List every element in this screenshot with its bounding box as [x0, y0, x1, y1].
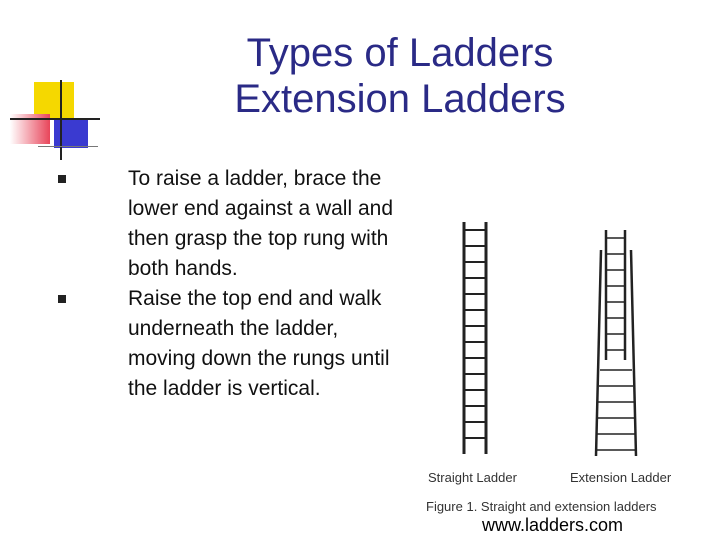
- bullet-square-icon: [58, 175, 66, 183]
- bullet-square-icon: [58, 295, 66, 303]
- straight-ladder-icon: [464, 222, 486, 454]
- extension-ladder-label: Extension Ladder: [570, 470, 672, 485]
- slide-title: [160, 30, 640, 122]
- bullet-list: [58, 164, 398, 404]
- figure-caption: Figure 1. Straight and extension ladders: [426, 499, 657, 514]
- bullet-item-2: [58, 284, 398, 404]
- extension-ladder-icon: [596, 230, 636, 456]
- title-line-2: Extension Ladders: [234, 77, 566, 121]
- vertical-line: [60, 80, 62, 160]
- ladder-illustration: [420, 210, 700, 510]
- bullet-text-2: Raise the top end and walk underneath the ladder, moving down the rungs until the ladder is vertical.: [128, 287, 390, 400]
- straight-ladder-label: Straight Ladder: [428, 470, 517, 485]
- ladder-figure: [420, 210, 700, 514]
- horizontal-line-2: [38, 146, 98, 147]
- title-line-1: Types of Ladders: [246, 31, 554, 75]
- horizontal-line: [10, 118, 100, 120]
- decorative-corner-graphic: [10, 80, 100, 165]
- bullet-text-1: To raise a ladder, brace the lower end against a wall and then grasp the top rung with both hands.: [128, 167, 394, 280]
- source-url: www.ladders.com: [482, 515, 624, 535]
- bullet-item-1: [58, 164, 398, 284]
